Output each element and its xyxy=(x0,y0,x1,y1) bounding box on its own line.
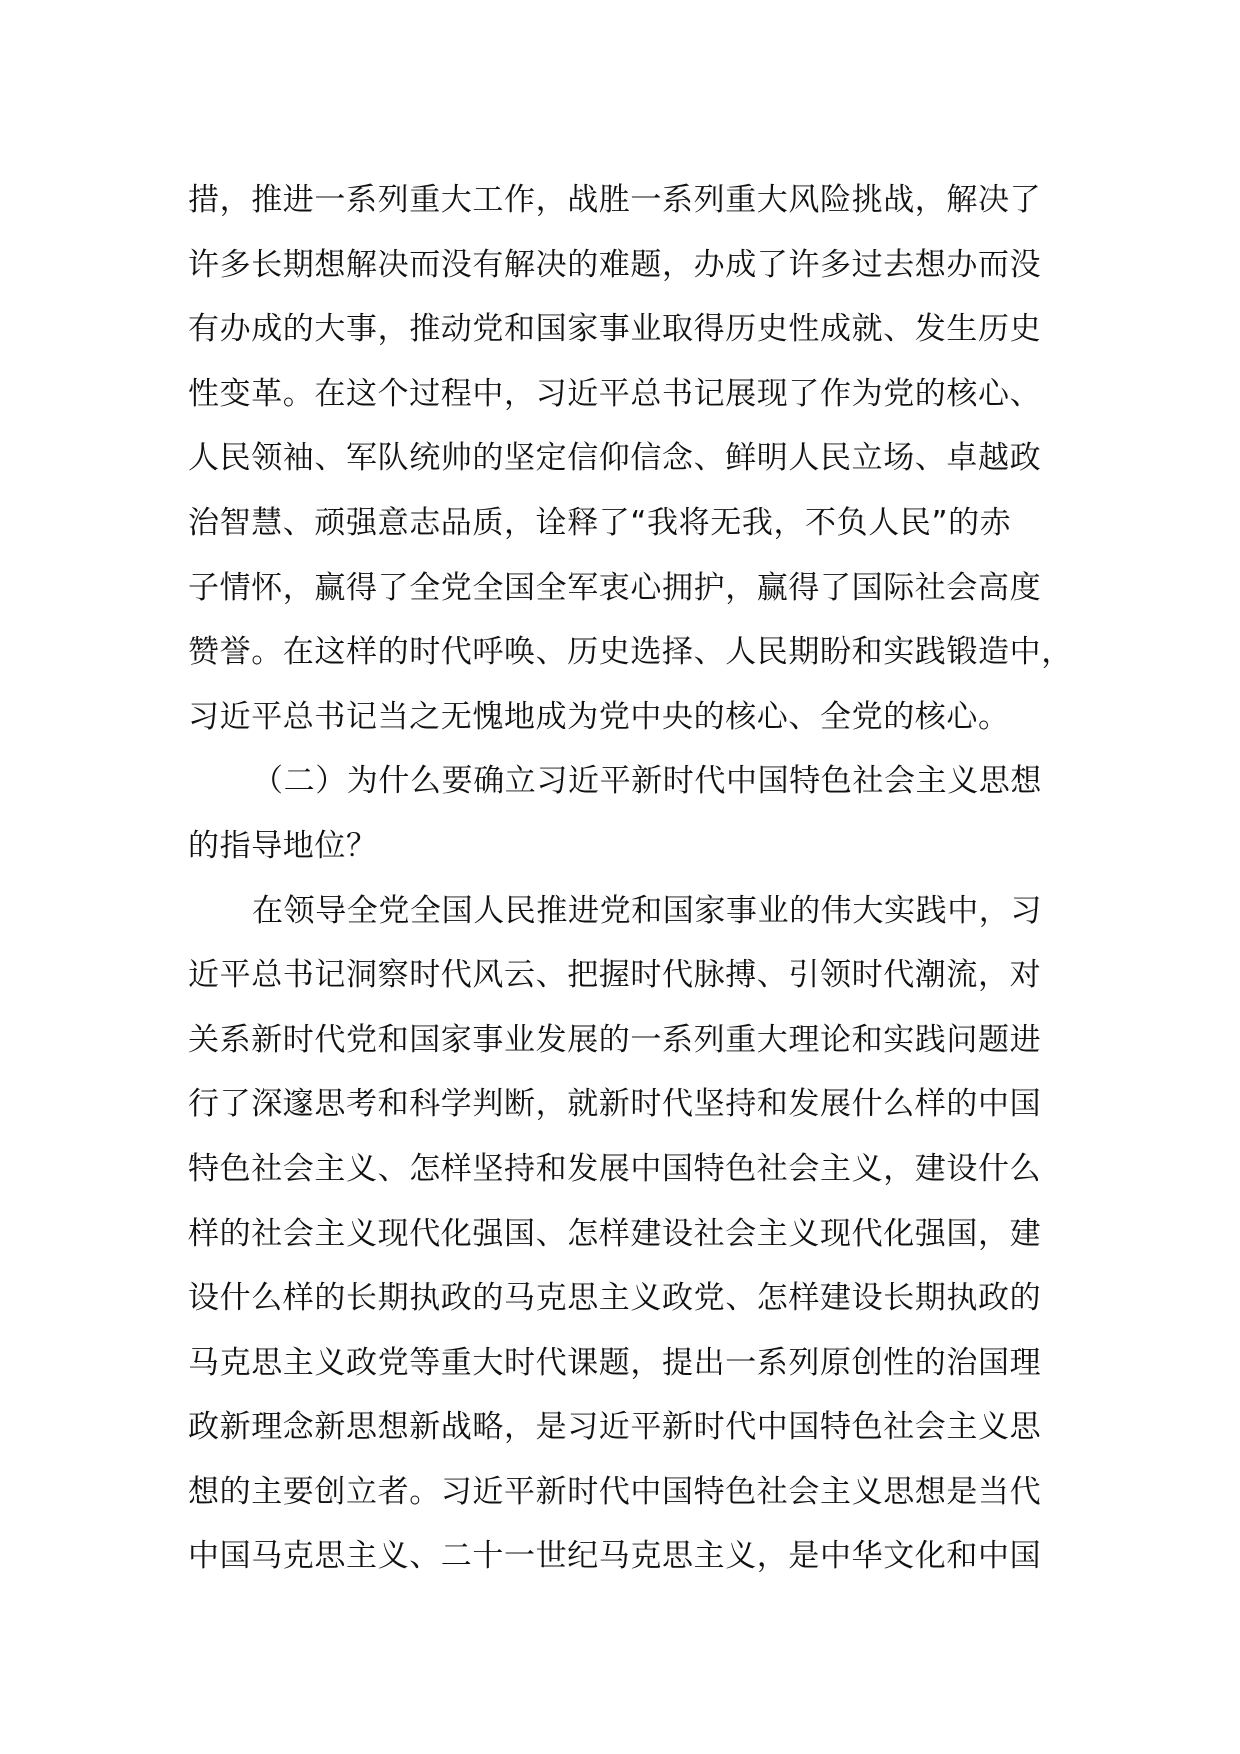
text-line: 特色社会主义、怎样坚持和发展中国特色社会主义，建设什么 xyxy=(188,1150,1042,1187)
text-line: 样的社会主义现代化强国、怎样建设社会主义现代化强国，建 xyxy=(188,1215,1042,1252)
text-line: 想的主要创立者。习近平新时代中国特色社会主义思想是当代 xyxy=(188,1473,1042,1510)
text-line: 赞誉。在这样的时代呼唤、历史选择、人民期盼和实践锻造中， xyxy=(188,634,1073,671)
section-heading-line: （二）为什么要确立习近平新时代中国特色社会主义思想 xyxy=(252,763,1042,800)
text-line: 中国马克思主义、二十一世纪马克思主义，是中华文化和中国 xyxy=(188,1538,1042,1575)
paragraph-start-line: 在领导全党全国人民推进党和国家事业的伟大实践中，习 xyxy=(252,892,1042,929)
text-line: 治智慧、顽强意志品质，诠释了“我将无我，不负人民”的赤 xyxy=(188,504,1012,541)
text-line: 措，推进一系列重大工作，战胜一系列重大风险挑战，解决了 xyxy=(188,182,1042,218)
text-line: 人民领袖、军队统帅的坚定信仰信念、鲜明人民立场、卓越政 xyxy=(188,440,1042,477)
body-text xyxy=(188,168,1088,1589)
text-line: 子情怀，赢得了全党全国全军衷心拥护，赢得了国际社会高度 xyxy=(188,569,1042,606)
text-line: 许多长期想解决而没有解决的难题，办成了许多过去想办而没 xyxy=(188,246,1042,283)
text-line: 习近平总书记当之无愧地成为党中央的核心、全党的核心。 xyxy=(188,698,1010,735)
text-line: 关系新时代党和国家事业发展的一系列重大理论和实践问题进 xyxy=(188,1021,1042,1058)
text-line: 性变革。在这个过程中，习近平总书记展现了作为党的核心、 xyxy=(188,375,1042,412)
section-heading-line: 的指导地位？ xyxy=(188,827,378,864)
text-line: 有办成的大事，推动党和国家事业取得历史性成就、发生历史 xyxy=(188,311,1042,348)
text-line: 近平总书记洞察时代风云、把握时代脉搏、引领时代潮流，对 xyxy=(188,957,1042,994)
text-line: 行了深邃思考和科学判断，就新时代坚持和发展什么样的中国 xyxy=(188,1086,1042,1123)
text-line: 政新理念新思想新战略，是习近平新时代中国特色社会主义思 xyxy=(188,1409,1042,1446)
text-line: 设什么样的长期执政的马克思主义政党、怎样建设长期执政的 xyxy=(188,1280,1042,1317)
text-line: 马克思主义政党等重大时代课题，提出一系列原创性的治国理 xyxy=(188,1344,1042,1381)
